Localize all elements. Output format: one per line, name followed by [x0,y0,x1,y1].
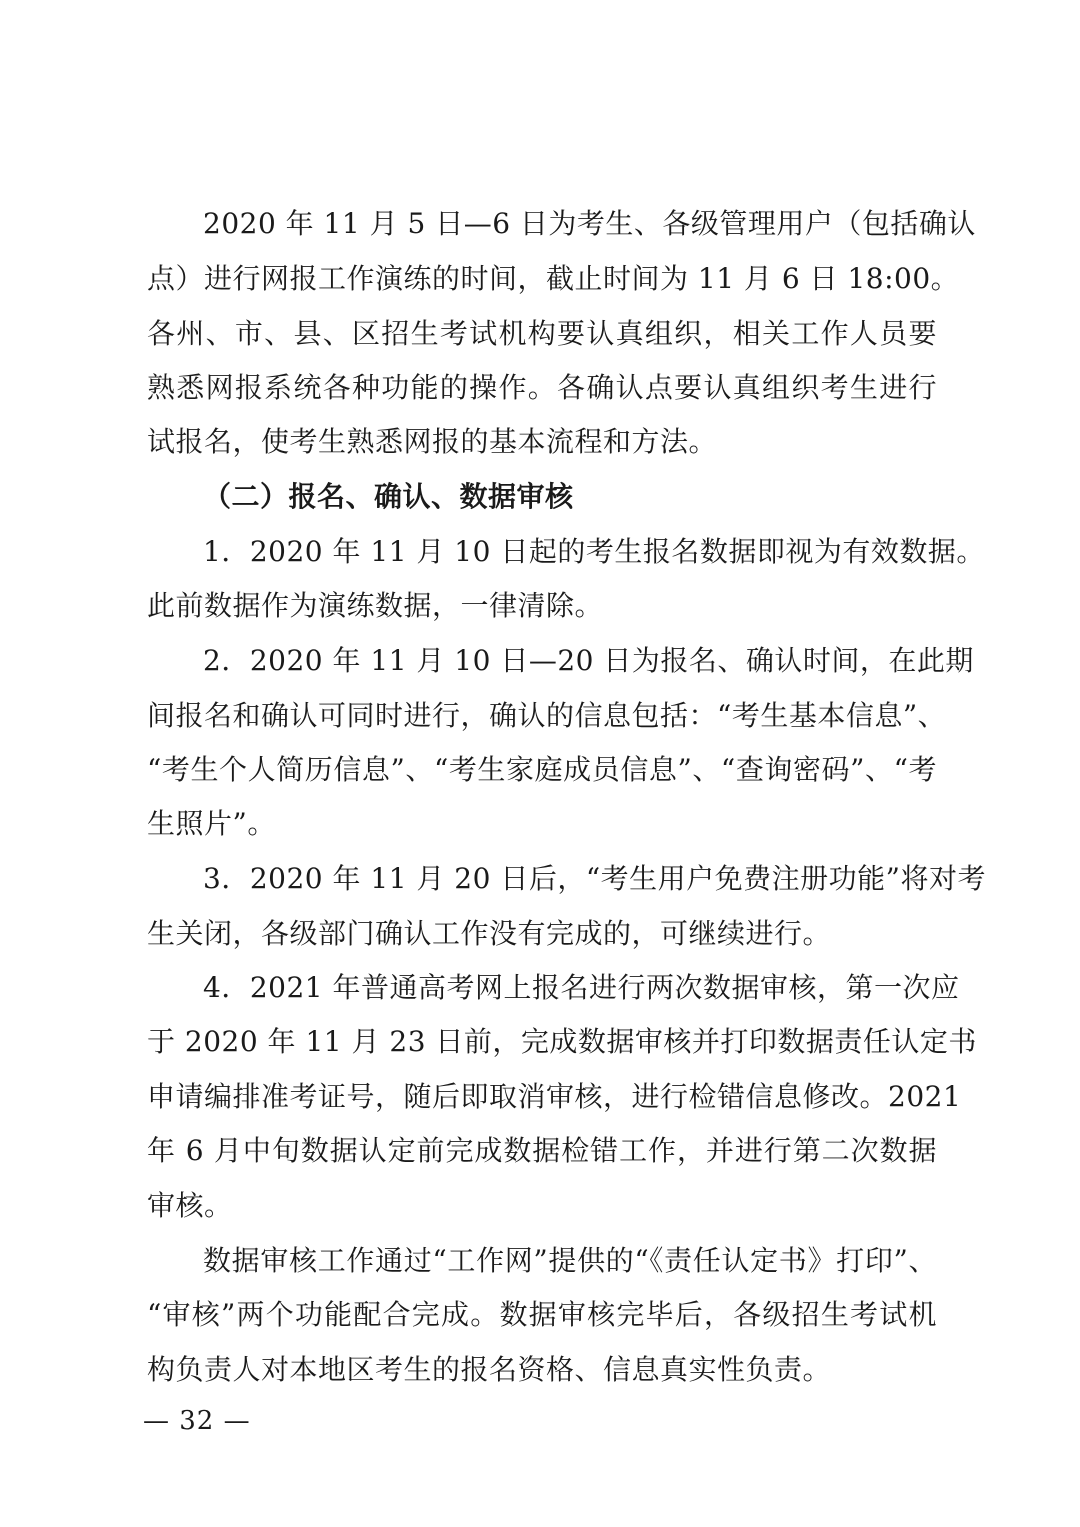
paragraph-1-line-1: 2020 年 11 月 5 日—6 日为考生、各级管理用户（包括确认 [203,207,976,240]
item-1-line-2: 此前数据作为演练数据，一律清除。 [147,589,604,622]
item-4-line-4: 年 6 月中旬数据认定前完成数据检错工作，并进行第二次数据 [147,1134,937,1167]
paragraph-1-line-2: 点）进行网报工作演练的时间，截止时间为 11 月 6 日 18:00。 [147,262,960,295]
final-paragraph-line-2: “审核”两个功能配合完成。数据审核完毕后，各级招生考试机 [147,1298,937,1331]
item-2-line-2: 间报名和确认可同时进行，确认的信息包括：“考生基本信息”、 [147,699,947,732]
item-3-line-1: 3．2020 年 11 月 20 日后，“考生用户免费注册功能”将对考 [203,862,986,895]
item-2-line-1: 2．2020 年 11 月 10 日—20 日为报名、确认时间，在此期 [203,644,974,677]
item-4-line-5: 审核。 [147,1189,233,1222]
item-4-line-2: 于 2020 年 11 月 23 日前，完成数据审核并打印数据责任认定书 [147,1025,977,1058]
item-1-line-1: 1．2020 年 11 月 10 日起的考生报名数据即视为有效数据。 [203,535,985,568]
final-paragraph-line-1: 数据审核工作通过“工作网”提供的“《责任认定书》打印”、 [203,1244,937,1277]
item-4-line-3: 申请编排准考证号，随后即取消审核，进行检错信息修改。2021 [147,1080,962,1113]
item-2-line-4: 生照片”。 [147,807,276,840]
paragraph-1-line-5: 试报名，使考生熟悉网报的基本流程和方法。 [147,425,718,458]
final-paragraph-line-3: 构负责人对本地区考生的报名资格、信息真实性负责。 [147,1353,832,1386]
item-2-line-3: “考生个人简历信息”、“考生家庭成员信息”、“查询密码”、“考 [147,753,937,786]
paragraph-1-line-3: 各州、市、县、区招生考试机构要认真组织，相关工作人员要 [147,317,937,350]
paragraph-1-line-4: 熟悉网报系统各种功能的操作。各确认点要认真组织考生进行 [147,371,937,404]
page-number: — 32 — [143,1406,251,1436]
item-3-line-2: 生关闭，各级部门确认工作没有完成的，可继续进行。 [147,917,832,950]
section-heading: （二）报名、确认、数据审核 [203,480,574,513]
item-4-line-1: 4．2021 年普通高考网上报名进行两次数据审核，第一次应 [203,971,960,1004]
